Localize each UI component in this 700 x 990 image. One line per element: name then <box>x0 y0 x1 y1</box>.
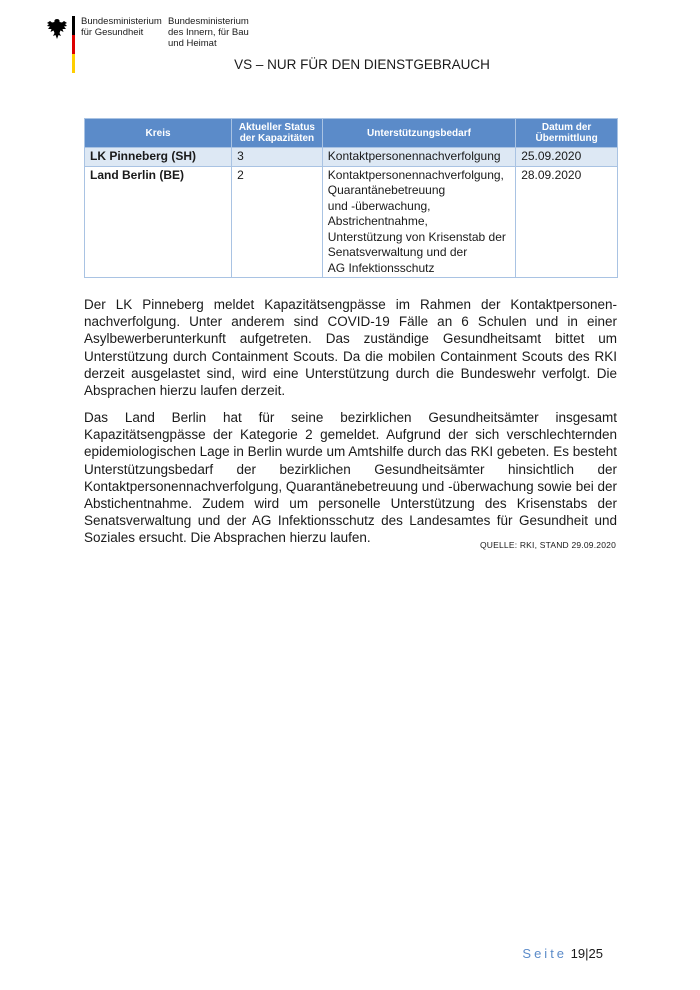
cell-kreis: LK Pinneberg (SH) <box>85 148 232 167</box>
page-label: Seite <box>522 946 568 961</box>
col-bedarf: Unterstützungsbedarf <box>322 119 515 148</box>
table-row <box>85 166 618 278</box>
col-kreis: Kreis <box>85 119 232 148</box>
col-datum: Datum der Übermittlung <box>516 119 618 148</box>
paragraph-pinneberg: Der LK Pinneberg meldet Kapazitätsengpässe im Rahmen der Kontaktpersonen-nachverfolgung. Unter anderem sind COVID-19 Fälle an 6 Schulen und in einer Asylbewerberunterkunft aufgetreten. Das zuständige Gesundheitsamt bittet um Unterstützung durch Containment Scouts. Da die mobilen Containment Scouts des RKI derzeit ausgelastet sind, wird eine Unterstützung durch die Bundeswehr verfolgt. Die Absprachen hierzu laufen derzeit. <box>84 297 617 399</box>
current-page: 19 <box>570 946 586 961</box>
page-separator: | <box>585 946 589 961</box>
cell-kreis: Land Berlin (BE) <box>85 166 232 278</box>
ministry-interior-name: Bundesministerium des Innern, für Bau und Heimat <box>168 16 249 49</box>
col-status: Aktueller Status der Kapazitäten <box>232 119 323 148</box>
cell-status: 2 <box>232 166 323 278</box>
cell-bedarf: Kontaktpersonennachverfolgung, Quarantänebetreuung und -überwachung, Abstrichentnahme, Unterstützung von Krisenstab der Senatsverwaltung und der AG Infektionsschutz <box>322 166 515 278</box>
table-row <box>85 148 618 167</box>
classification-label: VS – NUR FÜR DEN DIENSTGEBRAUCH <box>234 57 490 72</box>
cell-datum: 25.09.2020 <box>516 148 618 167</box>
federal-eagle-icon <box>46 18 68 40</box>
capacity-table <box>84 118 618 278</box>
total-pages: 25 <box>588 946 603 961</box>
table-header-row <box>85 119 618 148</box>
source-note: QUELLE: RKI, STAND 29.09.2020 <box>479 540 616 550</box>
paragraph-berlin: Das Land Berlin hat für seine bezirklichen Gesundheitsämter insgesamt Kapazitätsengpässe der Kategorie 2 gemeldet. Aufgrund der sich verschlechternden epidemiologischen Lage in Berlin wurde um Amtshilfe durch das RKI gebeten. Es besteht Unterstützungsbedarf der bezirklichen Gesundheitsämter hinsichtlich der Kontaktpersonennachverfolgung, Quarantänebetreuung und -überwachung sowie bei der Abstichentnahme. Zudem wird um personelle Unterstützung des Krisenstabs der Senatsverwaltung und der AG Infektionsschutz des Landesamtes für Gesundheit und Soziales ersucht. Die Absprachen hierzu laufen. <box>84 410 617 546</box>
cell-datum: 28.09.2020 <box>516 166 618 278</box>
cell-status: 3 <box>232 148 323 167</box>
cell-bedarf: Kontaktpersonennachverfolgung <box>322 148 515 167</box>
page-number <box>522 946 603 961</box>
ministry-health-name: Bundesministerium für Gesundheit <box>81 16 162 38</box>
